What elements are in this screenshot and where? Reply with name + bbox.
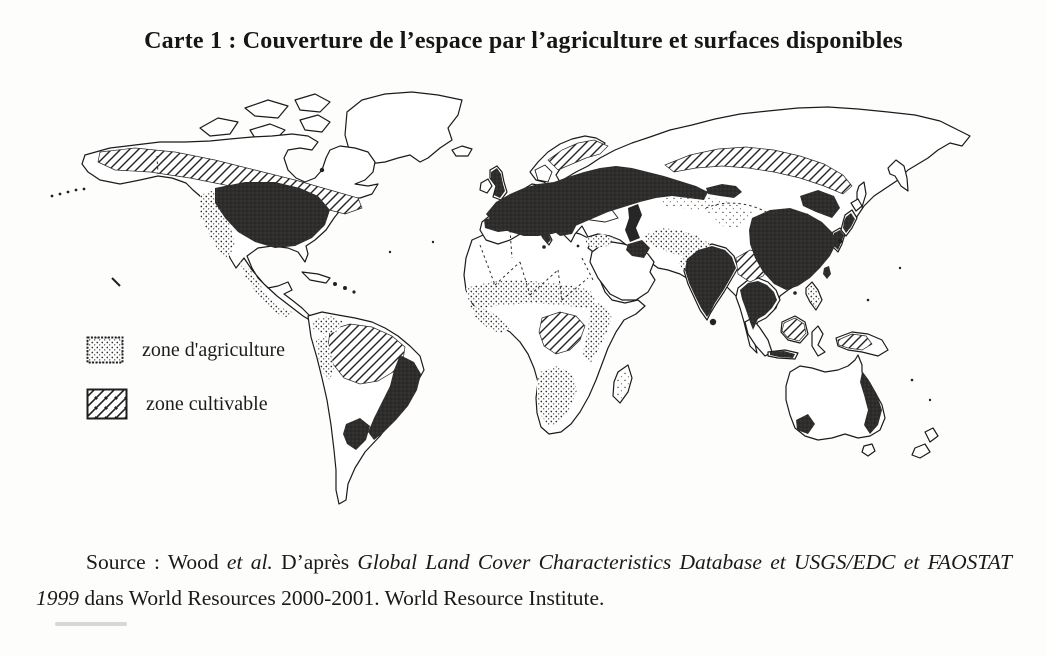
region-taiwan — [823, 266, 831, 279]
sulawesi-outline — [812, 326, 825, 356]
tasmania-outline — [862, 444, 875, 456]
map-title: Carte 1 : Couverture de l’espace par l’agriculture et surfaces disponibles — [144, 28, 903, 54]
arctic-islands — [200, 94, 330, 140]
legend-item-cultivable — [86, 388, 326, 420]
source-part: Source : Wood — [86, 549, 227, 574]
iceland-outline — [452, 146, 472, 156]
source-part-italic: et al. — [226, 549, 273, 574]
scan-smudge — [55, 622, 127, 626]
source-part: D’après — [272, 549, 358, 574]
source-part: dans World Resources 2000-2001. World Resource Institute. — [79, 585, 605, 610]
pacific-mark — [112, 278, 120, 286]
source-part-italic: Global Land Cover Characteristics Database et USGS/EDC et FAOSTAT 1999 — [36, 549, 1012, 610]
legend-label-agriculture: zone d'agriculture — [142, 338, 285, 361]
hatch-swatch-icon — [86, 388, 128, 420]
legend-item-agriculture — [86, 336, 326, 364]
ireland-outline — [480, 179, 492, 193]
map-legend — [86, 336, 326, 444]
stipple-swatch-icon — [86, 336, 124, 364]
new-zealand-outline — [912, 428, 938, 458]
legend-label-cultivable: zone cultivable — [146, 392, 268, 415]
source-citation — [36, 544, 1012, 616]
cuba-outline — [302, 272, 330, 283]
region-india-dense — [685, 246, 736, 317]
